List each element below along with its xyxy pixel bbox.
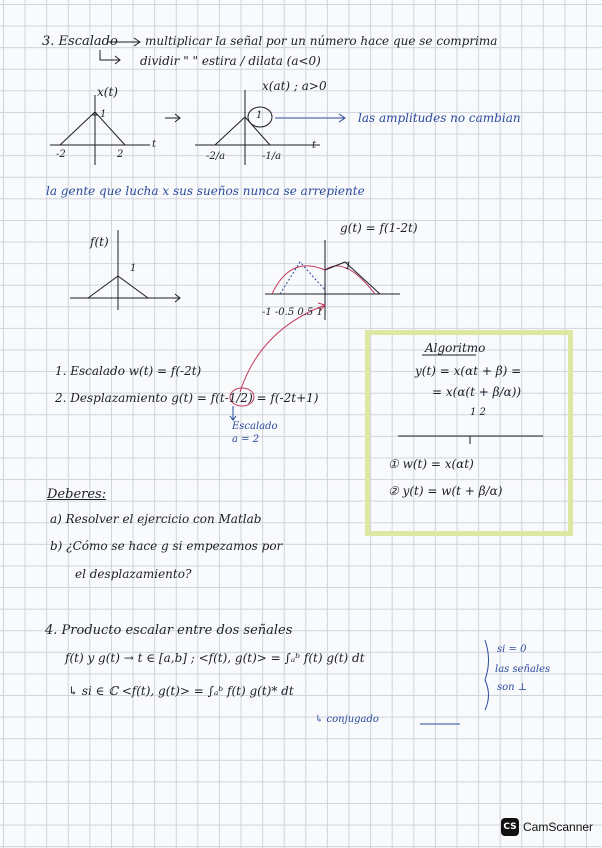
section-4-title: 4. Producto escalar entre dos señales: [45, 623, 293, 638]
xt-label: x(t): [97, 85, 118, 99]
quote-note: la gente que lucha x sus sueños nunca se arrepiente: [46, 184, 365, 198]
escalado-line: 1. Escalado w(t) = f(-2t): [55, 364, 202, 378]
side-note-3: son ⊥: [497, 682, 528, 693]
xt-tick-right: 2: [117, 149, 124, 160]
deberes-title: Deberes:: [47, 487, 107, 502]
algorithm-marks: 1 2: [470, 407, 486, 418]
xt-axis-t: t: [152, 139, 157, 150]
section-3-desc-1: multiplicar la señal por un número hace que se comprima: [145, 34, 498, 48]
amplitude-note: las amplitudes no cambian: [358, 111, 521, 125]
gt-ticks: -1 -0.5 0.5 1: [262, 307, 323, 318]
desplazamiento-line: 2. Desplazamiento g(t) = f(t-1/2) = f(-2t+1): [55, 391, 319, 405]
escalado-note-1: Escalado: [232, 421, 278, 432]
arrow-down-blue-icon: [230, 406, 236, 420]
camscanner-logo-icon: CS: [501, 818, 519, 836]
deberes-b: b) ¿Cómo se hace g si empezamos por: [50, 539, 283, 553]
camscanner-watermark: [501, 817, 593, 837]
gt-peak: 1: [345, 261, 352, 272]
xt-peak: 1: [100, 109, 107, 120]
xat-axis-t: t: [312, 140, 317, 151]
xt-tick-left: -2: [56, 149, 66, 160]
arrow-between-plots-icon: [165, 114, 180, 122]
algorithm-step-2: ② y(t) = w(t + β/α): [388, 484, 503, 498]
section-3-desc-2: dividir " " estira / dilata (a<0): [140, 54, 321, 68]
algorithm-title: Algoritmo: [425, 341, 486, 355]
section-3-title: 3. Escalado: [42, 34, 118, 49]
algorithm-box: [365, 330, 573, 536]
deberes-b-cont: el desplazamiento?: [75, 567, 192, 581]
camscanner-name: CamScanner: [523, 820, 594, 834]
conj-note: ↳ conjugado: [315, 714, 379, 725]
xat-label: x(at) ; a>0: [262, 79, 327, 93]
plot-ft: [70, 230, 180, 310]
algorithm-line-1: y(t) = x(αt + β) =: [415, 364, 522, 378]
ft-label: f(t): [90, 235, 109, 249]
side-note-1: si = 0: [497, 644, 527, 655]
xat-tick-left: -2/a: [206, 151, 226, 162]
algorithm-line-2: = x(α(t + β/α)): [432, 385, 522, 399]
escalado-note-2: a = 2: [232, 434, 260, 445]
xat-peak: 1: [256, 110, 263, 121]
xat-tick-right: -1/a: [262, 151, 282, 162]
long-arrow-blue-icon: [275, 114, 345, 122]
ft-peak: 1: [130, 263, 137, 274]
algorithm-step-1: ① w(t) = x(αt): [388, 457, 474, 471]
gt-label: g(t) = f(1-2t): [340, 221, 418, 235]
side-note-2: las señales: [495, 664, 551, 675]
section-4-line-2: ↳ si ∈ ℂ <f(t), g(t)> = ∫ₐᵇ f(t) g(t)* dt: [68, 684, 294, 698]
deberes-a: a) Resolver el ejercicio con Matlab: [50, 512, 262, 526]
right-brace-icon: [485, 640, 489, 710]
section-4-line-1: f(t) y g(t) → t ∈ [a,b] ; <f(t), g(t)> = ∫ₐᵇ f(t) g(t) dt: [65, 651, 365, 665]
